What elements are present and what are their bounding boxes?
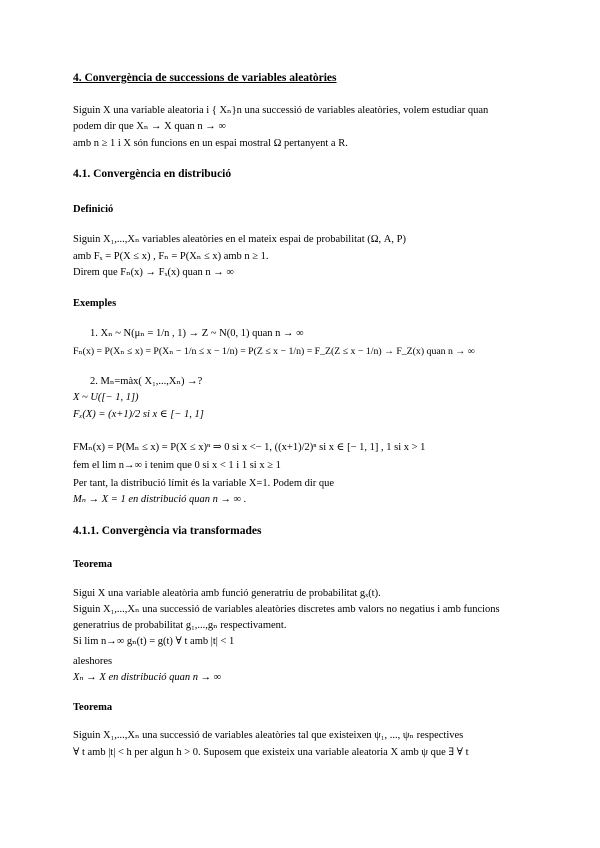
theorem-1-line-2: Siguin X₁,...,Xₙ una successió de variables aleatòries discretes amb valors no negatius i amb funcions [73,604,500,615]
subsection-title-2: 4.1.1. Convergència via transformades [73,525,262,537]
subsection-title-1: 4.1. Convergència en distribució [73,168,232,180]
intro-line-1: Siguin X una variable aleatoria i { Xₙ}n una successió de variables aleatòries, volem estudiar quan [73,105,489,116]
theorem-1-heading: Teorema [73,559,113,570]
example-2-line-5: fem el lim n→∞ i tenim que 0 si x < 1 i 1 si x ≥ 1 [73,460,281,471]
example-1-line-2: Fₙ(x) = P(Xₙ ≤ x) = P(Xₙ − 1/n ≤ x − 1/n) = P(Z ≤ x − 1/n) = F_Z(Z ≤ x − 1/n) → F_Z(x) quan n → ∞ [73,346,475,357]
theorem-2-heading: Teorema [73,702,113,713]
section-title: 4. Convergència de successions de variables aleatòries [73,72,337,84]
theorem-1-line-4: Si lim n→∞ gₙ(t) = g(t) ∀ t amb |t| < 1 [73,636,235,647]
definition-line-3: Direm que Fₙ(x) → Fₓ(x) quan n → ∞ [73,267,234,278]
theorem-2-line-2: ∀ t amb |t| < h per algun h > 0. Suposem que existeix una variable aleatoria X amb ψ que ∃ ∀ t [73,747,469,758]
intro-line-2: podem dir que Xₙ → X quan n → ∞ [73,121,226,132]
example-2-line-6: Per tant, la distribució límit és la variable X=1. Podem dir que [73,478,335,489]
examples-heading: Exemples [73,298,117,309]
theorem-1-line-1: Sigui X una variable aleatòria amb funció generatriu de probabilitat gₓ(t). [73,588,381,599]
theorem-1-line-6: Xₙ → X en distribució quan n → ∞ [73,672,222,683]
theorem-2-line-1: Siguin X₁,...,Xₙ una successió de variables aleatòries tal que existeixen ψ₁, ..., ψₙ respectives [73,730,464,741]
intro-line-3: amb n ≥ 1 i X són funcions en un espai mostral Ω pertanyent a R. [73,138,348,149]
example-2-line-1: 2. Mₙ=màx( X₁,...,Xₙ) →? [90,376,203,387]
example-1-line-1: 1. Xₙ ~ N(μₙ = 1/n , 1) → Z ~ N(0, 1) quan n → ∞ [90,328,304,339]
definition-heading: Definició [73,204,114,215]
example-2-line-4: FMₙ(x) = P(Mₙ ≤ x) = P(X ≤ x)ⁿ ⇒ 0 si x <− 1, ((x+1)/2)ⁿ si x ∈ [− 1, 1] , 1 si x > 1 [73,442,426,453]
example-2-line-3: Fₓ(X) = (x+1)/2 si x ∈ [− 1, 1] [73,409,204,420]
example-2-line-7: Mₙ → X = 1 en distribució quan n → ∞ . [73,494,247,505]
theorem-1-line-5: aleshores [73,656,113,667]
definition-line-2: amb Fₓ = P(X ≤ x) , Fₙ = P(Xₙ ≤ x) amb n ≥ 1. [73,251,269,262]
definition-line-1: Siguin X₁,...,Xₙ variables aleatòries en el mateix espai de probabilitat (Ω, A, P) [73,234,406,245]
theorem-1-line-3: generatrius de probabilitat g₁,...,gₙ respectivament. [73,620,287,631]
example-2-line-2: X ~ U([− 1, 1]) [73,392,139,403]
